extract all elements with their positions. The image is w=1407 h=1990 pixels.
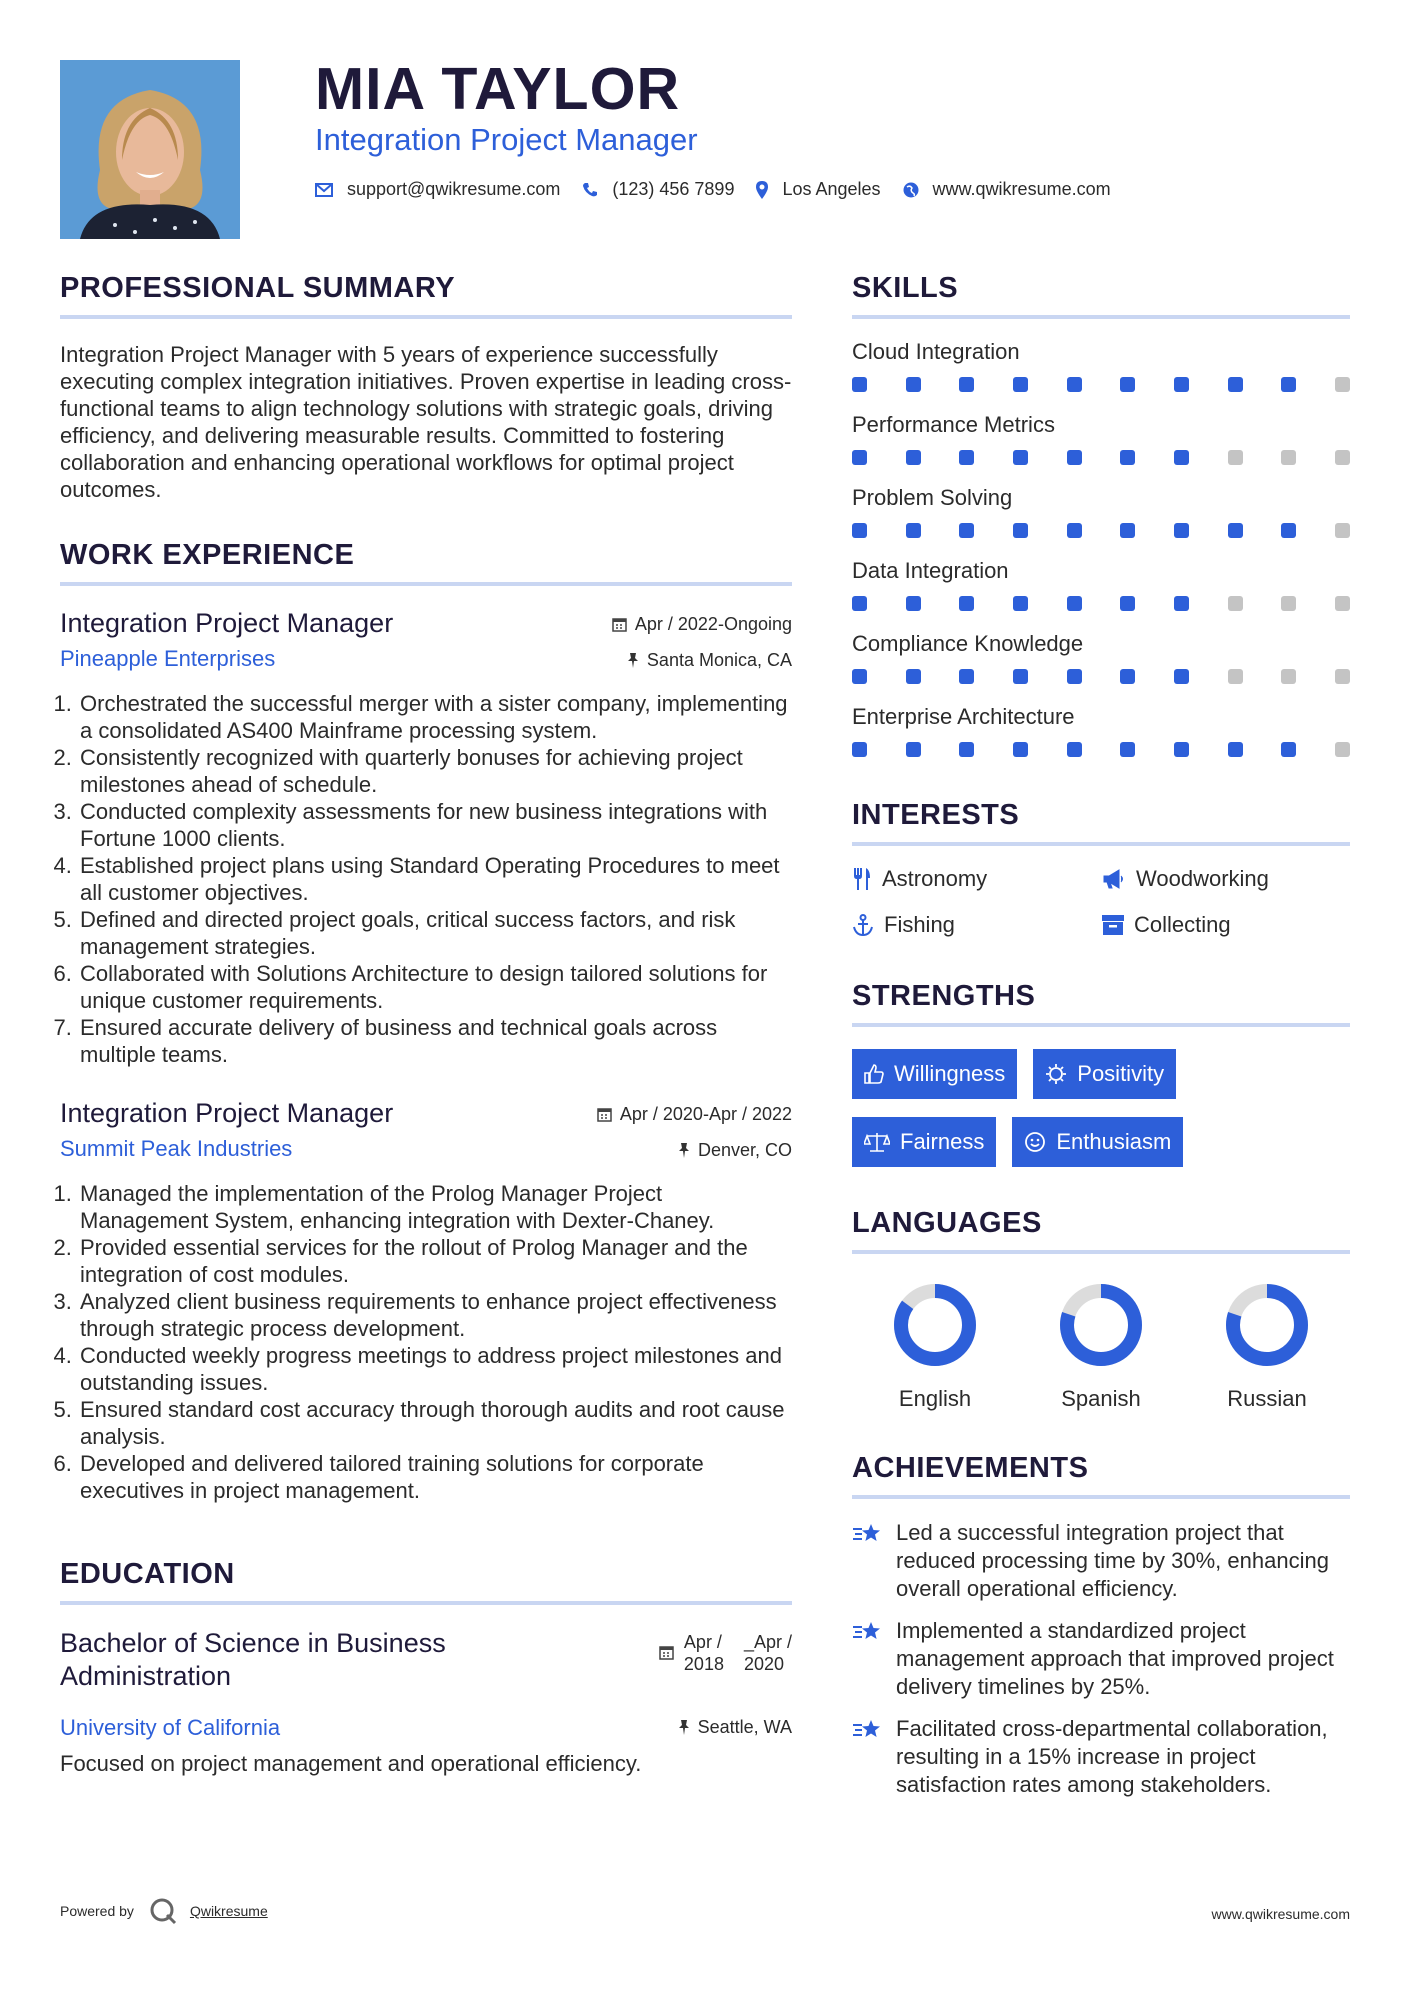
skill-dot [1120, 450, 1135, 465]
strength-tag [1033, 1049, 1176, 1099]
skill-dot [1067, 450, 1082, 465]
globe-icon [903, 182, 919, 198]
skill-dot [1174, 669, 1189, 684]
contact-email[interactable] [315, 179, 560, 200]
strength-label: Willingness [894, 1061, 1006, 1086]
skills-heading: SKILLS [852, 272, 1350, 319]
skill-dot [1013, 523, 1028, 538]
interest-item [852, 866, 1102, 892]
skill-dot [1228, 669, 1243, 684]
list-item: 4. Established project plans using Standard Operating Procedures to meet all customer objectives. [78, 852, 792, 906]
archive-box-icon [1102, 915, 1124, 935]
job-date [597, 1104, 792, 1125]
strength-tag [1012, 1117, 1183, 1167]
pushpin-icon [627, 653, 639, 668]
fork-knife-icon [852, 868, 872, 890]
skill-dot [1228, 523, 1243, 538]
skill-dot [1013, 669, 1028, 684]
achievements-list [852, 1519, 1350, 1799]
language-level-ring [1056, 1280, 1146, 1370]
job-date [612, 614, 792, 635]
profile-photo [60, 60, 240, 239]
education-start-line1: Apr / [683, 1632, 722, 1652]
achievement-item [852, 1617, 1350, 1701]
skill-dot [906, 377, 921, 392]
skill-dot [1120, 742, 1135, 757]
achievement-text: Led a successful integration project that reduced processing time by 30%, enhancing overall operational efficiency. [896, 1520, 1329, 1601]
skill-name: Enterprise Architecture [852, 704, 1075, 729]
skill-dot [1228, 450, 1243, 465]
calendar-icon [659, 1645, 674, 1660]
strength-label: Positivity [1077, 1061, 1165, 1086]
list-item: 6. Developed and delivered tailored training solutions for corporate executives in project management. [78, 1450, 792, 1504]
skill-dot [1174, 596, 1189, 611]
skill-rating [852, 523, 1350, 538]
job-location [627, 650, 792, 671]
job-location [678, 1140, 792, 1161]
contact-website-text: www.qwikresume.com [932, 179, 1111, 199]
list-item: 2. Consistently recognized with quarterly bonuses for achieving project milestones ahead of schedule. [78, 744, 792, 798]
skill-dot [1120, 523, 1135, 538]
skill-rating [852, 669, 1350, 684]
skill-dot [906, 596, 921, 611]
skill-name: Compliance Knowledge [852, 631, 1084, 656]
language-item [1018, 1280, 1184, 1412]
contact-website[interactable] [903, 179, 1111, 200]
skill-rating [852, 450, 1350, 465]
interest-label: Collecting [1134, 912, 1231, 937]
skill-dot [959, 523, 974, 538]
list-item: 5. Defined and directed project goals, critical success factors, and risk management strategies. [78, 906, 792, 960]
list-item: 1. Orchestrated the successful merger with a sister company, implementing a consolidated AS400 Mainframe processing system. [78, 690, 792, 744]
skill-dot [1228, 742, 1243, 757]
thumbs-up-icon [864, 1064, 884, 1084]
language-item [1184, 1280, 1350, 1412]
skill-name: Problem Solving [852, 485, 1013, 510]
education-start-line2: 2018 [683, 1654, 724, 1674]
skill-dot [906, 742, 921, 757]
pushpin-icon [678, 1143, 690, 1158]
interest-item [1102, 912, 1352, 938]
skill-dot [1335, 450, 1350, 465]
skill-dot [1013, 450, 1028, 465]
smiley-icon [1024, 1131, 1046, 1153]
interest-label: Fishing [884, 912, 955, 937]
interests-heading: INTERESTS [852, 799, 1350, 846]
skill-rating [852, 596, 1350, 611]
job-title: Integration Project Manager [60, 608, 394, 638]
skill-item [852, 485, 1350, 538]
education-end-line1: _Apr / [743, 1632, 792, 1652]
skill-dot [1281, 523, 1296, 538]
strength-tag [852, 1049, 1017, 1099]
skill-dot [1067, 377, 1082, 392]
education-start-date [684, 1631, 724, 1675]
calendar-icon [597, 1107, 612, 1122]
contact-location [756, 179, 880, 200]
summary-text: Integration Project Manager with 5 years of experience successfully executing complex integration initiatives. Proven expertise in leading cross-functional teams to align technology solutions with strategic goals, driving efficiency, and delivering measurable results. Committed to fostering collaboration and enhancing operational workflows for optimal project outcomes. [60, 342, 792, 502]
skill-dot [959, 596, 974, 611]
skill-dot [959, 450, 974, 465]
phone-icon [582, 182, 598, 198]
footer-powered-by [60, 1896, 268, 1926]
shooting-star-icon [852, 1521, 884, 1547]
education-entry [60, 1627, 792, 1776]
skill-dot [1281, 377, 1296, 392]
experience-heading: WORK EXPERIENCE [60, 539, 792, 586]
education-heading: EDUCATION [60, 1558, 792, 1605]
skill-dot [959, 742, 974, 757]
skill-item [852, 339, 1350, 392]
job-location-text: Santa Monica, CA [646, 650, 792, 670]
skill-dot [852, 377, 867, 392]
skill-rating [852, 377, 1350, 392]
skill-dot [1120, 669, 1135, 684]
language-level-ring [1222, 1280, 1312, 1370]
job-date-text: Apr / 2022-Ongoing [634, 614, 792, 634]
skill-dot [1174, 377, 1189, 392]
skill-dot [1335, 596, 1350, 611]
skill-dot [1013, 377, 1028, 392]
list-item: 1. Managed the implementation of the Prolog Manager Project Management System, enhancing integration with Dexter-Chaney. [78, 1180, 792, 1234]
list-item: 3. Conducted complexity assessments for new business integrations with Fortune 1000 clients. [78, 798, 792, 852]
skills-list [852, 339, 1350, 757]
contact-phone[interactable] [582, 179, 734, 200]
skill-dot [1228, 596, 1243, 611]
languages-heading: LANGUAGES [852, 1207, 1350, 1254]
achievement-item [852, 1715, 1350, 1799]
contact-email-text: support@qwikresume.com [347, 179, 561, 199]
bullhorn-icon [1102, 869, 1126, 889]
list-item: 7. Ensured accurate delivery of business and technical goals across multiple teams. [78, 1014, 792, 1068]
skill-dot [1174, 523, 1189, 538]
job-entry [60, 1098, 792, 1504]
summary-heading: PROFESSIONAL SUMMARY [60, 272, 792, 319]
shooting-star-icon [852, 1717, 884, 1743]
skill-name: Cloud Integration [852, 339, 1020, 364]
list-item: 5. Ensured standard cost accuracy through thorough audits and root cause analysis. [78, 1396, 792, 1450]
education-dates [659, 1631, 792, 1675]
right-column [852, 272, 1350, 1813]
skill-dot [852, 450, 867, 465]
job-date-text: Apr / 2020-Apr / 2022 [619, 1104, 792, 1124]
skill-dot [1174, 450, 1189, 465]
skill-dot [852, 596, 867, 611]
skill-dot [1335, 742, 1350, 757]
left-column [60, 272, 792, 1776]
skill-dot [1067, 596, 1082, 611]
strength-label: Fairness [900, 1129, 985, 1154]
education-location [678, 1717, 792, 1738]
skill-dot [1067, 523, 1082, 538]
interests-list [852, 866, 1350, 938]
contact-bar [315, 179, 1133, 200]
skill-item [852, 704, 1350, 757]
language-name: Spanish [1061, 1386, 1141, 1411]
education-description: Focused on project management and operational efficiency. [60, 1751, 642, 1776]
footer-website[interactable]: www.qwikresume.com [1211, 1906, 1350, 1922]
list-item: 3. Analyzed client business requirements to enhance project effectiveness through strategic process development. [78, 1288, 792, 1342]
job-company: Pineapple Enterprises [60, 646, 276, 671]
candidate-title: Integration Project Manager [315, 122, 698, 157]
skill-dot [906, 669, 921, 684]
skill-dot [1067, 742, 1082, 757]
achievement-text: Implemented a standardized project management approach that improved project delivery timelines by 25%. [896, 1618, 1334, 1699]
job-company: Summit Peak Industries [60, 1136, 293, 1161]
job-location-text: Denver, CO [697, 1140, 792, 1160]
skill-dot [852, 523, 867, 538]
skill-name: Performance Metrics [852, 412, 1055, 437]
education-location-text: Seattle, WA [697, 1717, 792, 1737]
shooting-star-icon [852, 1619, 884, 1645]
education-degree: Bachelor of Science in Business Administration [60, 1628, 446, 1691]
interest-label: Astronomy [882, 866, 988, 891]
skill-dot [959, 377, 974, 392]
skill-dot [1281, 450, 1296, 465]
skill-dot [1335, 669, 1350, 684]
skill-dot [1281, 596, 1296, 611]
strengths-heading: STRENGTHS [852, 980, 1350, 1027]
skill-item [852, 631, 1350, 684]
job-title: Integration Project Manager [60, 1098, 394, 1128]
list-item: 2. Provided essential services for the rollout of Prolog Manager and the integration of cost modules. [78, 1234, 792, 1288]
candidate-name: MIA TAYLOR [315, 56, 681, 122]
skill-dot [1335, 523, 1350, 538]
job-entry [60, 608, 792, 1068]
job-bullets [60, 690, 792, 1068]
skill-dot [906, 450, 921, 465]
skill-dot [1067, 669, 1082, 684]
skill-dot [852, 742, 867, 757]
contact-phone-text: (123) 456 7899 [612, 179, 735, 199]
education-end-date [744, 1631, 792, 1675]
strength-label: Enthusiasm [1056, 1129, 1172, 1154]
language-name: Russian [1227, 1386, 1307, 1411]
skill-dot [852, 669, 867, 684]
interest-label: Woodworking [1136, 866, 1269, 891]
skill-item [852, 412, 1350, 465]
education-school: University of California [60, 1715, 281, 1740]
language-name: English [898, 1386, 972, 1411]
skill-name: Data Integration [852, 558, 1009, 583]
skill-dot [1013, 742, 1028, 757]
languages-list [852, 1280, 1350, 1412]
interest-item [1102, 866, 1352, 892]
strengths-list [852, 1049, 1350, 1185]
skill-dot [1174, 742, 1189, 757]
anchor-icon [852, 914, 874, 936]
skill-rating [852, 742, 1350, 757]
contact-location-text: Los Angeles [782, 179, 881, 199]
qwikresume-logo-icon [148, 1896, 178, 1926]
skill-dot [1281, 669, 1296, 684]
balance-scale-icon [864, 1132, 890, 1152]
skill-dot [1228, 377, 1243, 392]
language-item [852, 1280, 1018, 1412]
sun-gear-icon [1045, 1063, 1067, 1085]
skill-dot [1120, 596, 1135, 611]
achievement-text: Facilitated cross-departmental collaboration, resulting in a 15% increase in project satisfaction rates among stakeholders. [896, 1716, 1328, 1797]
brand-link[interactable]: Qwikresume [189, 1903, 268, 1919]
achievement-item [852, 1519, 1350, 1603]
education-end-line2: 2020 [743, 1654, 785, 1674]
skill-dot [1120, 377, 1135, 392]
language-level-ring [890, 1280, 980, 1370]
calendar-icon [612, 617, 627, 632]
pushpin-icon [678, 1720, 690, 1735]
skill-dot [1335, 377, 1350, 392]
skill-dot [1281, 742, 1296, 757]
skill-dot [1013, 596, 1028, 611]
skill-dot [906, 523, 921, 538]
powered-by-text: Powered by [60, 1903, 134, 1919]
envelope-icon [315, 183, 333, 197]
achievements-heading: ACHIEVEMENTS [852, 1452, 1350, 1499]
skill-item [852, 558, 1350, 611]
strength-tag [852, 1117, 996, 1167]
interest-item [852, 912, 1102, 938]
list-item: 4. Conducted weekly progress meetings to address project milestones and outstanding issues. [78, 1342, 792, 1396]
list-item: 6. Collaborated with Solutions Architecture to design tailored solutions for unique customer requirements. [78, 960, 792, 1014]
map-pin-icon [756, 181, 768, 199]
skill-dot [959, 669, 974, 684]
job-bullets [60, 1180, 792, 1504]
